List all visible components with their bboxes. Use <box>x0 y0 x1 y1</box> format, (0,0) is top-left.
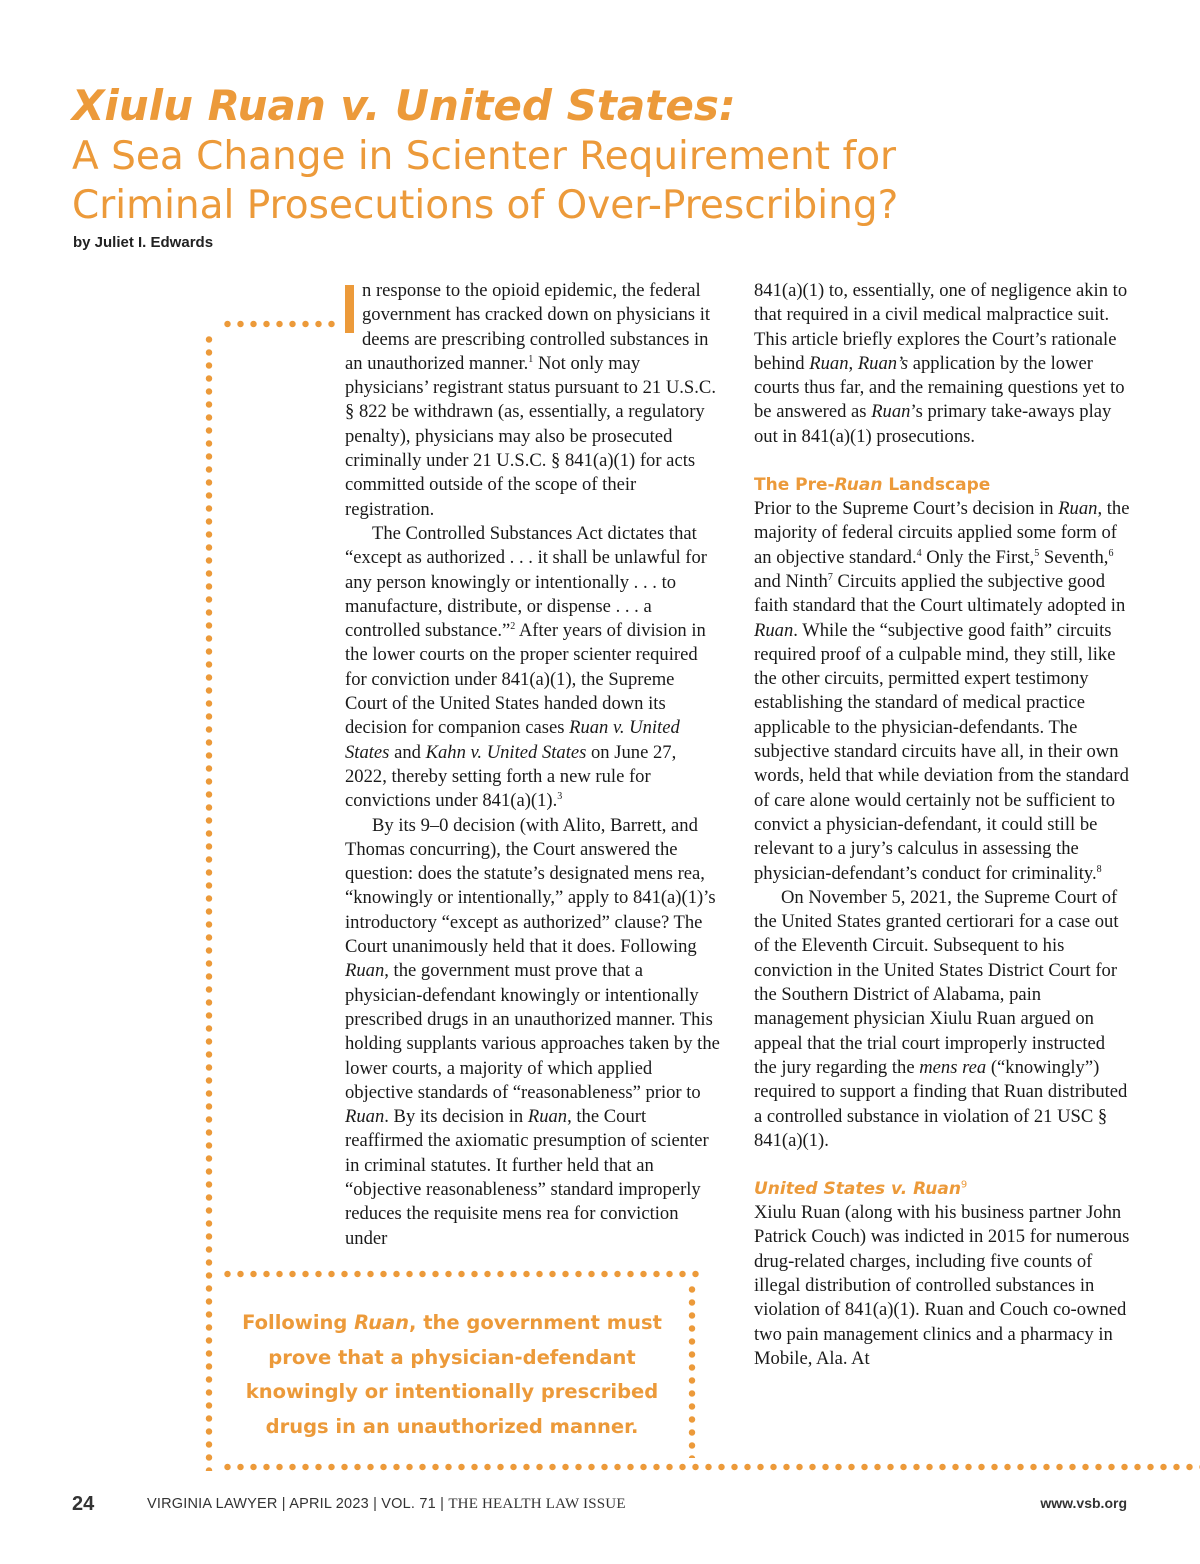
title-line-3: Criminal Prosecutions of Over-Prescribing? <box>72 183 899 228</box>
page-number: 24 <box>72 1493 95 1515</box>
byline: by Juliet I. Edwards <box>73 234 214 251</box>
page-footer <box>0 1493 1200 1521</box>
paragraph: Prior to the Supreme Court’s decision in Ruan, the majority of federal circuits applied some form of an objective standard.$^4$ Only the First,$^5$ Seventh,$^6$ and Ninth$^7$ Circuits applied the subjective good faith standard that the Court ultimately adopted in Ruan. While the “subjective good faith” circuits required proof of a culpable mind, they still, like the other circuits, permitted expert testimony establishing the standard of medical practice applicable to the physician-defendants. The subjective standard circuits have all, in their own words, held that while deviation from the standard of care alone would certainly not be sufficient to convict a physician-defendant, it could still be relevant to a jury’s calculus in assessing the physician-defendant’s conduct for criminality.$^8$ <box>754 498 1130 884</box>
footnote-ref: 8 <box>1096 863 1102 875</box>
footnote-ref: 4 <box>916 547 922 559</box>
section-heading-pre-ruan: The Pre-Ruan Landscape <box>754 475 991 496</box>
footnote-ref: 5 <box>1034 547 1040 559</box>
paragraph: 841(a)(1) to, essentially, one of negligence akin to that required in a civil medical malpractice suit. This article briefly explores the Court’s rationale behind Ruan, Ruan’s application by the lower courts thus far, and the remaining questions yet to be answered as Ruan’s primary take-aways play out in 841(a)(1) prosecutions. <box>754 280 1128 447</box>
article-title <box>72 80 1152 230</box>
paragraph: By its 9–0 decision (with Alito, Barrett, and Thomas concurring), the Court answered the question: does the statute’s designated mens rea, “knowingly or intentionally,” apply to 841(a)(1)’s introductory “except as authorized” clause? The Court unanimously held that it does. Following Ruan, the government must prove that a physician-defendant knowingly or intentionally prescribed drugs in an unauthorized manner. This holding supplants various approaches taken by the lower courts, a majority of which applied objective standards of “reasonableness” prior to Ruan. By its decision in Ruan, the Court reaffirmed the axiomatic presumption of scienter in criminal statutes. It further held that an “objective reasonableness” standard improperly reduces the requisite mens rea for conviction under <box>345 814 720 1249</box>
footnote-ref: 7 <box>827 571 833 583</box>
website-link[interactable]: www.vsb.org <box>1040 1495 1127 1511</box>
pull-quote: Following Ruan, the government must prove that a physician-defendant knowingly or intentionally prescribed drugs in an unauthorized manner. <box>242 1311 662 1438</box>
title-line-2: A Sea Change in Scienter Requirement for <box>72 134 897 179</box>
paragraph: n response to the opioid epidemic, the federal government has cracked down on physicians it deems are prescribing controlled substances in an unauthorized manner.$^1$ Not only may physicians’ registrant status pursuant to 21 U.S.C. § 822 be withdrawn (as, essentially, a regulatory penalty), physicians may also be prosecuted criminally under 21 U.S.C. § 841(a)(1) for acts committed outside of the scope of their registration. <box>345 280 716 520</box>
dotted-border-top-left <box>221 320 338 328</box>
footnote-ref: 2 <box>510 620 516 632</box>
section-heading-us-v-ruan: United States v. Ruan$^9$ <box>754 1179 968 1200</box>
article-column-1 <box>345 279 721 1251</box>
footnote-ref: 9 <box>960 1179 968 1191</box>
article-column-2 <box>754 279 1130 1371</box>
dotted-border-quote-top <box>221 1270 701 1278</box>
masthead: VIRGINIA LAWYER | APRIL 2023 | VOL. 71 | THE HEALTH LAW ISSUE <box>147 1496 626 1512</box>
drop-cap-bar <box>345 285 354 333</box>
paragraph: The Controlled Substances Act dictates that “except as authorized . . . it shall be unlawful for any person knowingly or intentionally . . . to manufacture, distribute, or dispense . . . a controlled substance.”$^2$ After years of division in the lower courts on the proper scienter required for conviction under 841(a)(1), the Supreme Court of the United States handed down its decision for companion cases Ruan v. United States and Kahn v. United States on June 27, 2022, thereby setting forth a new rule for convictions under 841(a)(1).$^3$ <box>345 522 707 812</box>
dotted-border-bottom <box>221 1463 1200 1471</box>
footnote-ref: 3 <box>557 791 563 803</box>
title-line-1: Xiulu Ruan v. United States: <box>72 81 736 130</box>
paragraph: On November 5, 2021, the Supreme Court of the United States granted certiorari for a case out of the Eleventh Circuit. Subsequent to his conviction in the United States District Court for the Southern District of Alabama, pain management physician Xiulu Ruan argued on appeal that the trial court improperly instructed the jury regarding the mens rea (“knowingly”) required to support a finding that Ruan distributed a controlled substance in violation of 21 USC § 841(a)(1). <box>754 886 1128 1151</box>
footnote-ref: 6 <box>1108 547 1114 559</box>
paragraph: Xiulu Ruan (along with his business partner John Patrick Couch) was indicted in 2015 for numerous drug-related charges, including five counts of illegal distribution of controlled substances in violation of 841(a)(1). Ruan and Couch co-owned two pain management clinics and a pharmacy in Mobile, Ala. At <box>754 1202 1130 1369</box>
footnote-ref: 1 <box>528 353 534 365</box>
dotted-border-left <box>205 333 213 1471</box>
dotted-border-quote-right <box>688 1283 696 1458</box>
